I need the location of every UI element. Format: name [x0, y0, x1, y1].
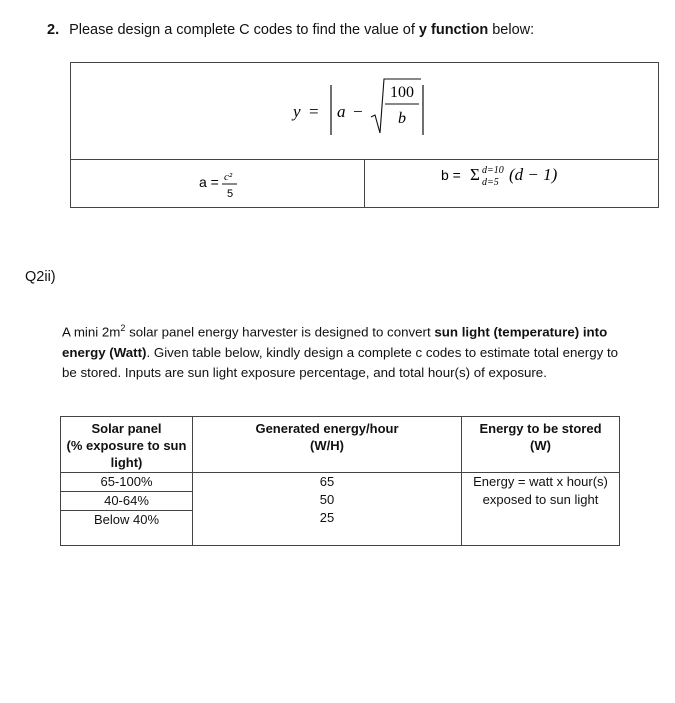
- y-formula: [289, 75, 429, 137]
- y-numerator: 100: [390, 84, 414, 101]
- formula-table: [70, 62, 659, 208]
- section-label: Q2ii): [25, 269, 56, 285]
- energy-formula-cell: Energy = watt x hour(s) exposed to sun light: [462, 473, 620, 546]
- a-formula: [199, 171, 249, 207]
- table-row: 65-100%: [100, 474, 153, 489]
- question-number: 2.: [47, 22, 60, 38]
- table-row: 40-64%: [61, 491, 192, 510]
- b-lower-limit: d=5: [482, 177, 499, 188]
- a-label: a =: [199, 174, 219, 190]
- y-minus: −: [353, 102, 363, 121]
- y-symbol: y: [293, 102, 301, 121]
- y-denominator: b: [398, 110, 406, 127]
- para-superscript: 2: [120, 323, 126, 333]
- para-text-2: solar panel energy harvester is designed to convert: [125, 324, 435, 340]
- b-label: b =: [441, 167, 461, 183]
- energy-table: [60, 416, 620, 546]
- header-solar-panel: Solar panel (% exposure to sun light): [61, 417, 193, 473]
- table-row: Below 40%: [61, 510, 192, 529]
- y-equals: =: [309, 102, 319, 121]
- table-cell: 50: [319, 492, 335, 507]
- question-text-end: below:: [488, 22, 535, 38]
- b-term: (d − 1): [509, 165, 558, 184]
- exposure-column: [61, 473, 193, 546]
- table-cell: 65: [319, 474, 335, 489]
- header-generated-energy: Generated energy/hour (W/H): [193, 417, 462, 473]
- table-cell: 25: [319, 510, 335, 525]
- header-energy-stored: Energy to be stored (W): [462, 417, 620, 473]
- a-denominator: 5: [227, 188, 234, 200]
- para-text-1: A mini 2m: [62, 324, 121, 340]
- b-upper-limit: d=10: [482, 165, 504, 176]
- problem-paragraph: [62, 318, 622, 384]
- question-emphasis: y function: [418, 22, 489, 38]
- question-line: [47, 22, 534, 38]
- para-emphasis: sun light (temperature) into energy (Watt): [62, 324, 608, 360]
- b-sigma: Σ: [470, 165, 480, 184]
- question-text: Please design a complete C codes to find the value of: [69, 22, 419, 38]
- y-a: a: [337, 102, 346, 121]
- a-numerator: c²: [224, 171, 233, 183]
- b-formula: [441, 163, 601, 193]
- para-text-3: . Given table below, kindly design a complete c codes to estimate total energy to be stored. Inputs are sun light exposure percentage, and total hour(s) of exposure.: [62, 344, 619, 381]
- energy-column: [193, 473, 462, 546]
